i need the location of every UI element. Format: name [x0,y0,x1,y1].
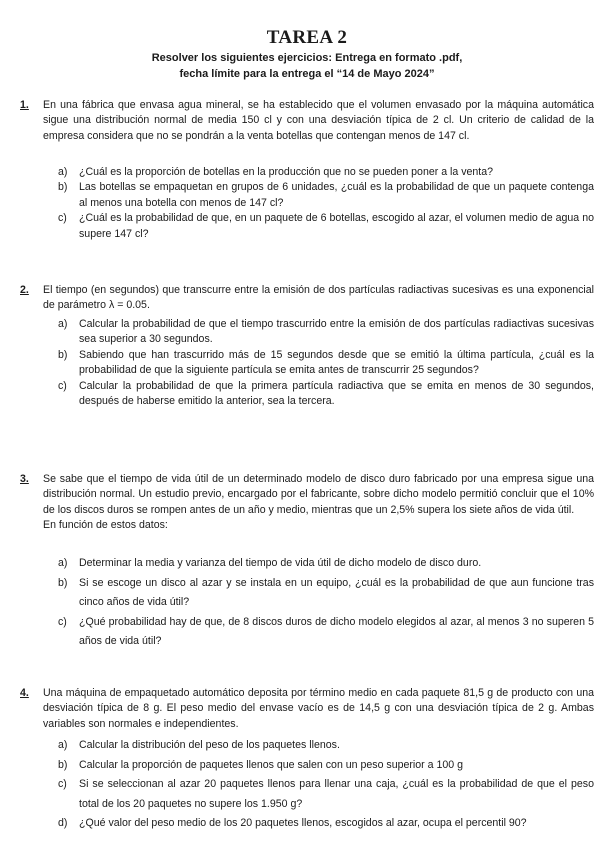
sub-question [58,180,594,211]
problem-statement: Una máquina de empaquetado automático deposita por término medio en cada paquete 81,5 g de producto con una desviación típica de 8 g. El peso medio del envase vacío es de 14,5 g con una desviación típica de 2 g. Ambas variables son normales e independientes. [43,687,594,730]
sub-question [58,613,594,652]
sub-question-label: a) [58,739,68,751]
sub-question-text: Determinar la media y varianza del tiempo de vida útil de dicho modelo de disco duro. [79,557,482,569]
subtitle-line-1: Resolver los siguientes ejercicios: Entrega en formato .pdf, [151,52,463,64]
sub-question-list [58,554,594,652]
sub-question-label: c) [58,615,67,628]
page-title: TAREA 2 [266,27,348,48]
problem-number: 4. [20,687,29,699]
sub-question [58,554,594,574]
sub-question [58,736,594,756]
problem-number: 1. [20,99,29,111]
sub-question [58,814,594,834]
sub-question-list [58,736,594,834]
problem-statement: Se sabe que el tiempo de vida útil de un determinado modelo de disco duro fabricado por una empresa sigue una distribución normal. Un estudio previo, encargado por el fabricante, sobre dicho modelo permitió concluir que el 10% de los discos duros se rompen antes de un año y medio, mientras que un 2,5% supera los siete años de vida útil. [43,473,594,516]
sub-question [58,317,594,348]
sub-question [58,756,594,776]
problem-number: 3. [20,473,29,485]
sub-question-text: Si se seleccionan al azar 20 paquetes llenos para llenar una caja, ¿cuál es la probabilidad de que el peso total de los 20 paquetes no supere los 1.950 g? [79,778,594,810]
sub-question-label: d) [58,817,68,829]
sub-question-text: Calcular la proporción de paquetes llenos que salen con un peso superior a 100 g [79,758,463,771]
sub-question-label: a) [58,318,68,330]
sub-question [58,211,594,242]
problem-stem [43,686,594,732]
sub-question-list [58,165,594,242]
problem-statement: El tiempo (en segundos) que transcurre entre la emisión de dos partículas radiactivas sucesivas es una exponencial de parámetro λ = 0.05. [43,284,594,312]
sub-question-text: ¿Qué probabilidad hay de que, de 8 discos duros de dicho modelo elegidos al azar, al menos 3 no superen 5 años de vida útil? [79,615,594,647]
sub-question-text: ¿Cuál es la probabilidad de que, en un paquete de 6 botellas, escogido al azar, el volumen medio de agua no supere 147 cl? [79,212,594,240]
sub-question-label: b) [58,758,68,771]
sub-question-label: b) [58,348,68,361]
sub-question-label: b) [58,576,68,589]
sub-question-text: Sabiendo que han trascurrido más de 15 segundos desde que se emitió la última partícula, ¿cuál es la probabilidad de que la siguiente partícula se emita antes de transcurrir 25 segundos? [79,348,594,377]
sub-question-text: Calcular la probabilidad de que la primera partícula radiactiva que se emita en menos de 30 segundos, después de haberse emitido la anterior, sea la tercera. [79,379,594,408]
sub-question-label: c) [58,778,67,790]
sub-question-text: Si se escoge un disco al azar y se instala en un equipo, ¿cuál es la probabilidad de que aun funcione tras cinco años de vida útil? [79,576,594,608]
problem-stem [43,472,594,534]
sub-question-label: a) [58,557,68,569]
sub-question-text: ¿Qué valor del peso medio de los 20 paquetes llenos, escogidos al azar, ocupa el percentil 90? [79,817,527,829]
sub-question-label: c) [58,212,67,225]
sub-question [58,574,594,613]
sub-question-list [58,317,594,409]
sub-question-text: ¿Cuál es la proporción de botellas en la producción que no se pueden poner a la venta? [79,166,494,178]
sub-question [58,165,594,180]
problem-statement: En una fábrica que envasa agua mineral, se ha establecido que el volumen envasado por la máquina automática sigue una distribución normal de media 150 cl y con una desviación típica de 2 cl. Un criterio de calidad de la empresa considera que no se pondrán a la venta botellas que contengan menos de 147 cl. [43,99,594,142]
sub-question-text: Calcular la distribución del peso de los paquetes llenos. [79,739,340,751]
problem-number: 2. [20,284,29,296]
sub-question-text: Calcular la probabilidad de que el tiempo trascurrido entre la emisión de dos partículas radiactivas sucesivas sea superior a 30 segundos. [79,318,594,346]
sub-question-label: c) [58,379,67,392]
subtitle-line-2: fecha límite para la entrega el “14 de Mayo 2024” [179,68,435,80]
sub-question-label: b) [58,181,68,194]
sub-question-label: a) [58,166,68,178]
sub-question [58,775,594,814]
problem-stem [43,98,594,144]
sub-question [58,348,594,379]
problem-statement-continued: En función de estos datos: [43,519,168,532]
sub-question-text: Las botellas se empaquetan en grupos de 6 unidades, ¿cuál es la probabilidad de que un paquete contenga al menos una botella con menos de 147 cl? [79,181,594,209]
problem-stem [43,283,594,314]
sub-question [58,379,594,410]
